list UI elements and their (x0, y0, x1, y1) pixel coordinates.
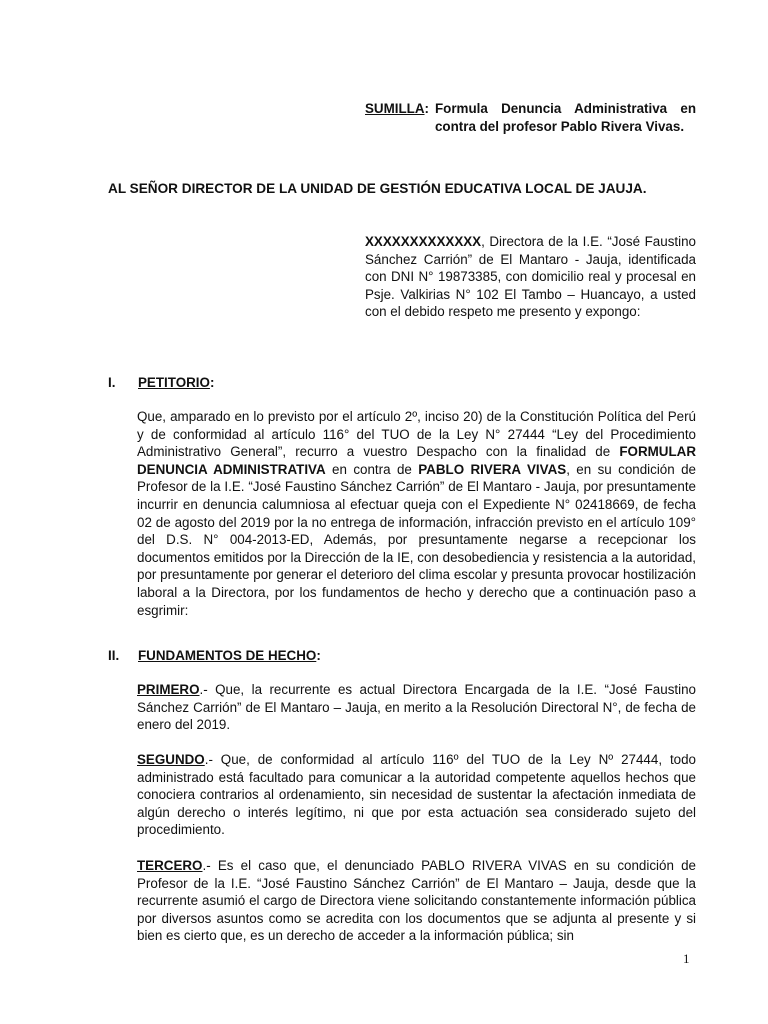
tercero-label: TERCERO (137, 858, 203, 873)
section-heading-petitorio (108, 374, 214, 392)
petitorio-bold-1: FORMULAR DENUNCIA ADMINISTRATIVA (137, 444, 696, 477)
sumilla-label: SUMILLA (365, 101, 425, 116)
tercero-text: .- Es el caso que, el denunciado PABLO RIVERA VIVAS en su condición de Profesor de la I.E. “José Faustino Sánchez Carrión” de El Mantaro – Jauja, desde que la recurrente asumió el cargo de Directora viene solicitando constantemente información pública por diversos asuntos como se acredita con los documentos que se adjunta al presente y si bien es cierto que, es un derecho de acceder a la información pública; sin (137, 858, 696, 944)
petitorio-text-3: , en su condición de Profesor de la I.E. “José Faustino Sánchez Carrión” de El Mantaro - Jauja, por presuntamente incurrir en denuncia calumniosa al efectuar queja con el Expediente N° 02418669, de fecha 02 de agosto del 2019 por la no entrega de información, infracción previsto en el artículo 109° del D.S. N° 004-2013-ED, Además, por presuntamente negarse a recepcionar los documentos emitidos por la Dirección de la IE, con desobediencia y resistencia a la autoridad, por presuntamente por generar el deterioro del clima escolar y presunta provocar hostilización laboral a la Directora, por los fundamentos de hecho y derecho que a continuación paso a esgrimir: (137, 461, 696, 618)
segundo-label: SEGUNDO (137, 752, 205, 767)
primero-text: .- Que, la recurrente es actual Directora Encargada de la I.E. “José Faustino Sánchez Carrión” de El Mantaro – Jauja, en merito a la Resolución Directoral N°, de fecha de enero del 2019. (137, 682, 696, 733)
sumilla-text: Formula Denuncia Administrativa en contra del profesor Pablo Rivera Vivas. (434, 101, 696, 134)
addressee-heading: AL SEÑOR DIRECTOR DE LA UNIDAD DE GESTIÓN EDUCATIVA LOCAL DE JAUJA. (108, 181, 647, 196)
section-heading-fundamentos (108, 647, 321, 665)
primero-label: PRIMERO (137, 682, 200, 697)
section-number: I. (108, 375, 116, 390)
petitorio-text-2: en contra de (325, 461, 419, 477)
petitorio-paragraph (137, 408, 696, 619)
tercero-paragraph (137, 857, 696, 945)
segundo-text: .- Que, de conformidad al artículo 116º del TUO de la Ley Nº 27444, todo administrado está facultado para comunicar a la autoridad competente aquellos hechos que conociera contrarios al ordenamiento, sin necesidad de sustentar la afectación inmediata de algún derecho o interés legítimo, ni que por esta actuación sea considerado sujeto del procedimiento. (137, 752, 696, 838)
section-title: PETITORIO (138, 375, 210, 390)
section-colon: : (209, 375, 215, 390)
segundo-paragraph (137, 751, 696, 839)
sumilla-block (365, 100, 696, 135)
petitorio-bold-2: PABLO RIVERA VIVAS (418, 461, 567, 477)
petitorio-text-1: Que, amparado en lo previsto por el artículo 2º, inciso 20) de la Constitución Política del Perú y de conformidad al artículo 116° del TUO de la Ley N° 27444 “Ley del Procedimiento Administrativo General”, recurro a vuestro Despacho con la finalidad de (137, 409, 696, 460)
section-number: II. (108, 648, 120, 663)
intro-paragraph (365, 233, 696, 321)
petitioner-name: XXXXXXXXXXXXX (365, 234, 482, 249)
section-colon: : (316, 648, 321, 663)
intro-text: , Directora de la I.E. “José Faustino Sánchez Carrión” de El Mantaro - Jauja, identificada con DNI N° 19873385, con domicilio real y procesal en Psje. Valkirias N° 102 El Tambo – Huancayo, a usted con el debido respeto me presento y expongo: (365, 234, 696, 320)
section-title: FUNDAMENTOS DE HECHO (138, 648, 317, 663)
page-number: 1 (683, 951, 690, 966)
sumilla-colon: : (424, 101, 429, 116)
primero-paragraph (137, 681, 696, 734)
